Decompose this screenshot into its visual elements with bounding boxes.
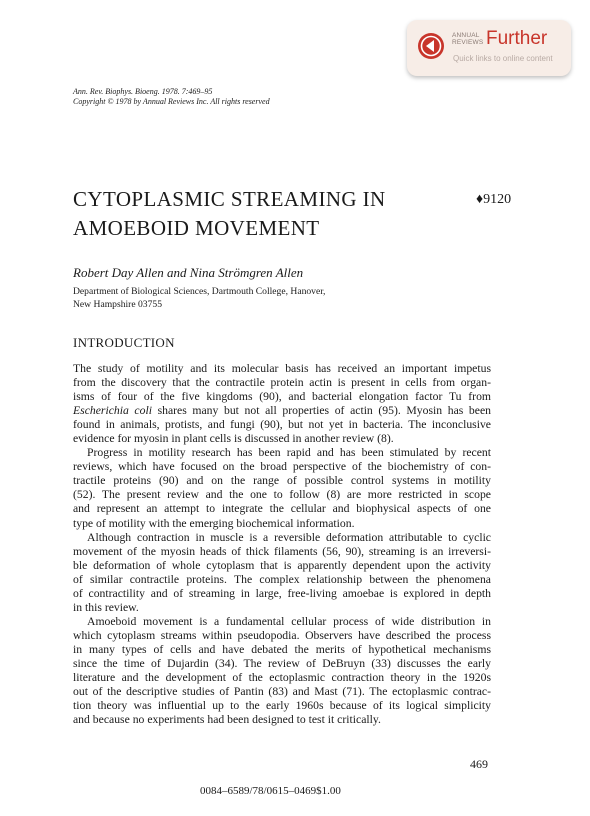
citation-block: [73, 87, 270, 107]
affiliation: [73, 285, 325, 311]
body-line: and represent an attempt to integrate the cellular and biophysical aspects of one: [73, 502, 491, 516]
body-line: evidence for myosin in plant cells is discussed in another review (8).: [73, 432, 394, 446]
body-line: out of the descriptive studies of Pantin (83) and Mast (71). The ectoplasmic contrac-: [73, 685, 491, 699]
body-text: [73, 362, 491, 727]
body-line-with-italic: [73, 404, 491, 418]
body-line: movement of the myosin heads of thick filaments (56, 90), streaming is an irreversi-: [73, 544, 491, 558]
body-line: Progress in motility research has been rapid and has been stimulated by recent: [87, 446, 491, 460]
section-heading-introduction: INTRODUCTION: [73, 335, 175, 350]
body-line: literature and the development of the ectoplasmic contraction theory in the 1920s: [73, 671, 491, 685]
footer-code: 0084–6589/78/0615–0469$1.00: [200, 785, 341, 797]
body-line: found in animals, protists, and fungi (90), but not yet in bacteria. The inconclusive: [73, 418, 491, 432]
body-line: of similar contractile proteins. The complex relationship between the phenomena: [73, 572, 491, 586]
article-title-line-1: CYTOPLASMIC STREAMING IN: [73, 187, 386, 211]
body-line: isms of four of the five kingdoms (90), and bacterial elongation factor Tu from: [73, 390, 491, 404]
body-line: (52). The present review and the one to follow (8) are more restricted in scope: [73, 488, 491, 502]
citation-journal: Ann. Rev. Biophys. Bioeng. 1978. 7:469–95: [73, 87, 213, 96]
article-title-line-2: AMOEBOID MOVEMENT: [73, 216, 320, 240]
badge-annual-text: ANNUAL: [452, 32, 480, 39]
body-line: in many types of cells and have debated the merits of hypothetical mechanisms: [73, 642, 491, 656]
badge-reviews-text: REVIEWS: [452, 39, 484, 46]
article-code: ♦9120: [476, 192, 512, 207]
body-line: Although contraction in muscle is a reversible deformation attributable to cyclic: [87, 530, 491, 544]
annual-reviews-further-badge[interactable]: [407, 20, 571, 76]
body-line: type of motility with the emerging biochemical information.: [73, 516, 355, 530]
body-line-rest: shares many but not all properties of actin (95). Myosin has been: [151, 404, 491, 418]
italic-term: Escherichia coli: [73, 404, 152, 418]
body-line: reviews, which have focused on the broad perspective of the biochemistry of con-: [73, 460, 491, 474]
body-line: which cytoplasm streams within pseudopodia. Observers have described the process: [73, 628, 491, 642]
body-line: ble deformation of whole cytoplasm that is apparently dependent upon the activity: [73, 558, 491, 572]
body-line: and because no experiments had been designed to test it critically.: [73, 713, 381, 727]
authors: Robert Day Allen and Nina Strömgren Allen: [73, 265, 304, 280]
badge-further-text: Further: [486, 28, 548, 49]
body-line: The study of motility and its molecular basis has received an important impetus: [73, 362, 491, 375]
article-title: [73, 185, 386, 243]
body-line: from the discovery that the contractile protein actin is present in cells from organ-: [73, 376, 491, 390]
affiliation-line-2: New Hampshire 03755: [73, 299, 162, 310]
affiliation-line-1: Department of Biological Sciences, Dartmouth College, Hanover,: [73, 286, 326, 297]
body-line: in this review.: [73, 600, 139, 614]
page-number: 469: [470, 757, 488, 771]
body-line: tion theory was influential up to the early 1960s because of its logical simplicity: [73, 699, 491, 713]
body-line: Amoeboid movement is a fundamental cellular process of wide distribution in: [87, 614, 491, 628]
body-line: of contractility and of streaming in large, free-living amoebae is explored in depth: [73, 586, 491, 600]
badge-subtitle: Quick links to online content: [453, 54, 553, 63]
body-line: tractile proteins (90) and on the range of possible control systems in motility: [73, 474, 491, 488]
body-line: since the time of Dujardin (34). The review of DeBruyn (33) discusses the early: [73, 656, 491, 670]
citation-copyright: Copyright © 1978 by Annual Reviews Inc. All rights reserved: [73, 97, 270, 106]
annual-reviews-logo-icon: [417, 32, 445, 60]
